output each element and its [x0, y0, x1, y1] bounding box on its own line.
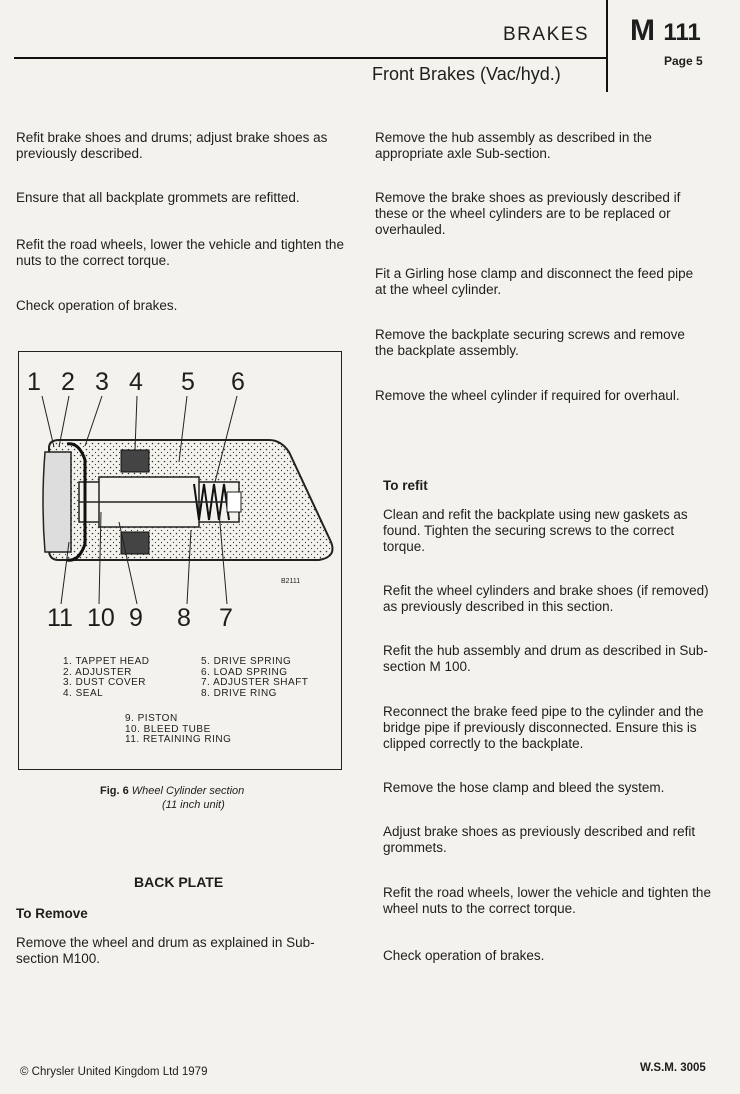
back-plate-heading: BACK PLATE — [134, 874, 224, 890]
manual-letter: M — [630, 14, 655, 47]
callout-11: 11 — [47, 604, 73, 632]
right-paragraph-6: Clean and refit the backplate using new gaskets as found. Tighten the securing screws to the correct torque. — [383, 507, 688, 554]
right-paragraph-10: Remove the hose clamp and bleed the system. — [383, 780, 665, 795]
legend-item: 6. LOAD SPRING — [201, 666, 288, 678]
legend-item: 3. DUST COVER — [63, 677, 146, 688]
legend-item: 4. SEAL — [63, 687, 104, 699]
callout-3: 3 — [95, 368, 109, 396]
caption-subtitle: (11 inch unit) — [162, 799, 225, 811]
figure-ref-code: B2111 — [281, 578, 301, 585]
legend-column-1 — [63, 657, 149, 699]
footer-code: W.S.M. 3005 — [640, 1062, 706, 1074]
wheel-cylinder-figure — [18, 351, 342, 770]
header-rule — [14, 57, 606, 59]
section-title: BRAKES — [503, 24, 590, 45]
right-paragraph-4: Remove the backplate securing screws and remove the backplate assembly. — [375, 327, 685, 358]
legend-item: 8. DRIVE RING — [201, 687, 277, 699]
right-paragraph-12: Refit the road wheels, lower the vehicle and tighten the wheel nuts to the correct torque. — [383, 885, 711, 916]
legend-item: 1. TAPPET HEAD — [63, 656, 150, 667]
callout-7: 7 — [219, 604, 233, 632]
manual-code — [630, 14, 701, 48]
callout-5: 5 — [181, 368, 195, 396]
right-paragraph-7: Refit the wheel cylinders and brake shoes (if removed) as previously described in this section. — [383, 583, 709, 614]
right-paragraph-2: Remove the brake shoes as previously described if these or the wheel cylinders are to be replaced or overhauled. — [375, 190, 681, 237]
legend-item: 11. RETAINING RING — [125, 734, 232, 745]
legend-item: 5. DRIVE SPRING — [201, 656, 292, 667]
legend-column-3 — [125, 714, 231, 746]
to-remove-heading: To Remove — [16, 906, 88, 921]
left-paragraph-5: Remove the wheel and drum as explained in Sub-section M100. — [16, 935, 315, 966]
left-paragraph-4: Check operation of brakes. — [16, 298, 178, 313]
subsection-title: Front Brakes (Vac/hyd.) — [372, 64, 561, 84]
header-divider — [606, 0, 608, 92]
legend-column-2 — [201, 657, 308, 699]
callout-4: 4 — [129, 368, 143, 396]
right-paragraph-13: Check operation of brakes. — [383, 948, 545, 963]
page-number: Page 5 — [664, 54, 703, 68]
to-refit-heading: To refit — [383, 478, 428, 493]
legend-item: 9. PISTON — [125, 713, 178, 724]
right-paragraph-11: Adjust brake shoes as previously described and refit grommets. — [383, 824, 696, 855]
manual-number: 111 — [663, 19, 701, 46]
legend-item: 10. BLEED TUBE — [125, 723, 211, 735]
callout-6: 6 — [231, 368, 245, 396]
caption-label: Fig. 6 — [100, 785, 129, 797]
callout-10: 10 — [87, 604, 115, 632]
callout-2: 2 — [61, 368, 75, 396]
left-paragraph-1: Refit brake shoes and drums; adjust brake shoes as previously described. — [16, 130, 328, 161]
right-paragraph-9: Reconnect the brake feed pipe to the cylinder and the bridge pipe if previously disconnected. Ensure this is clipped correctly to the backplate. — [383, 704, 704, 751]
left-paragraph-2: Ensure that all backplate grommets are refitted. — [16, 190, 300, 205]
wheel-cylinder-diagram — [19, 352, 341, 769]
callout-9: 9 — [129, 604, 143, 632]
footer-copyright: © Chrysler United Kingdom Ltd 1979 — [20, 1066, 208, 1078]
callout-8: 8 — [177, 604, 191, 632]
right-paragraph-1: Remove the hub assembly as described in the appropriate axle Sub-section. — [375, 130, 652, 161]
left-paragraph-3: Refit the road wheels, lower the vehicle and tighten the nuts to the correct torque. — [16, 237, 344, 268]
caption-title: Wheel Cylinder section — [131, 785, 245, 797]
legend-item: 2. ADJUSTER — [63, 666, 132, 678]
figure-caption — [100, 784, 320, 812]
right-paragraph-3: Fit a Girling hose clamp and disconnect the feed pipe at the wheel cylinder. — [375, 266, 694, 297]
legend-item: 7. ADJUSTER SHAFT — [201, 677, 309, 688]
right-paragraph-8: Refit the hub assembly and drum as described in Sub-section M 100. — [383, 643, 708, 674]
right-paragraph-5: Remove the wheel cylinder if required for overhaul. — [375, 388, 680, 403]
callout-1: 1 — [27, 368, 41, 396]
